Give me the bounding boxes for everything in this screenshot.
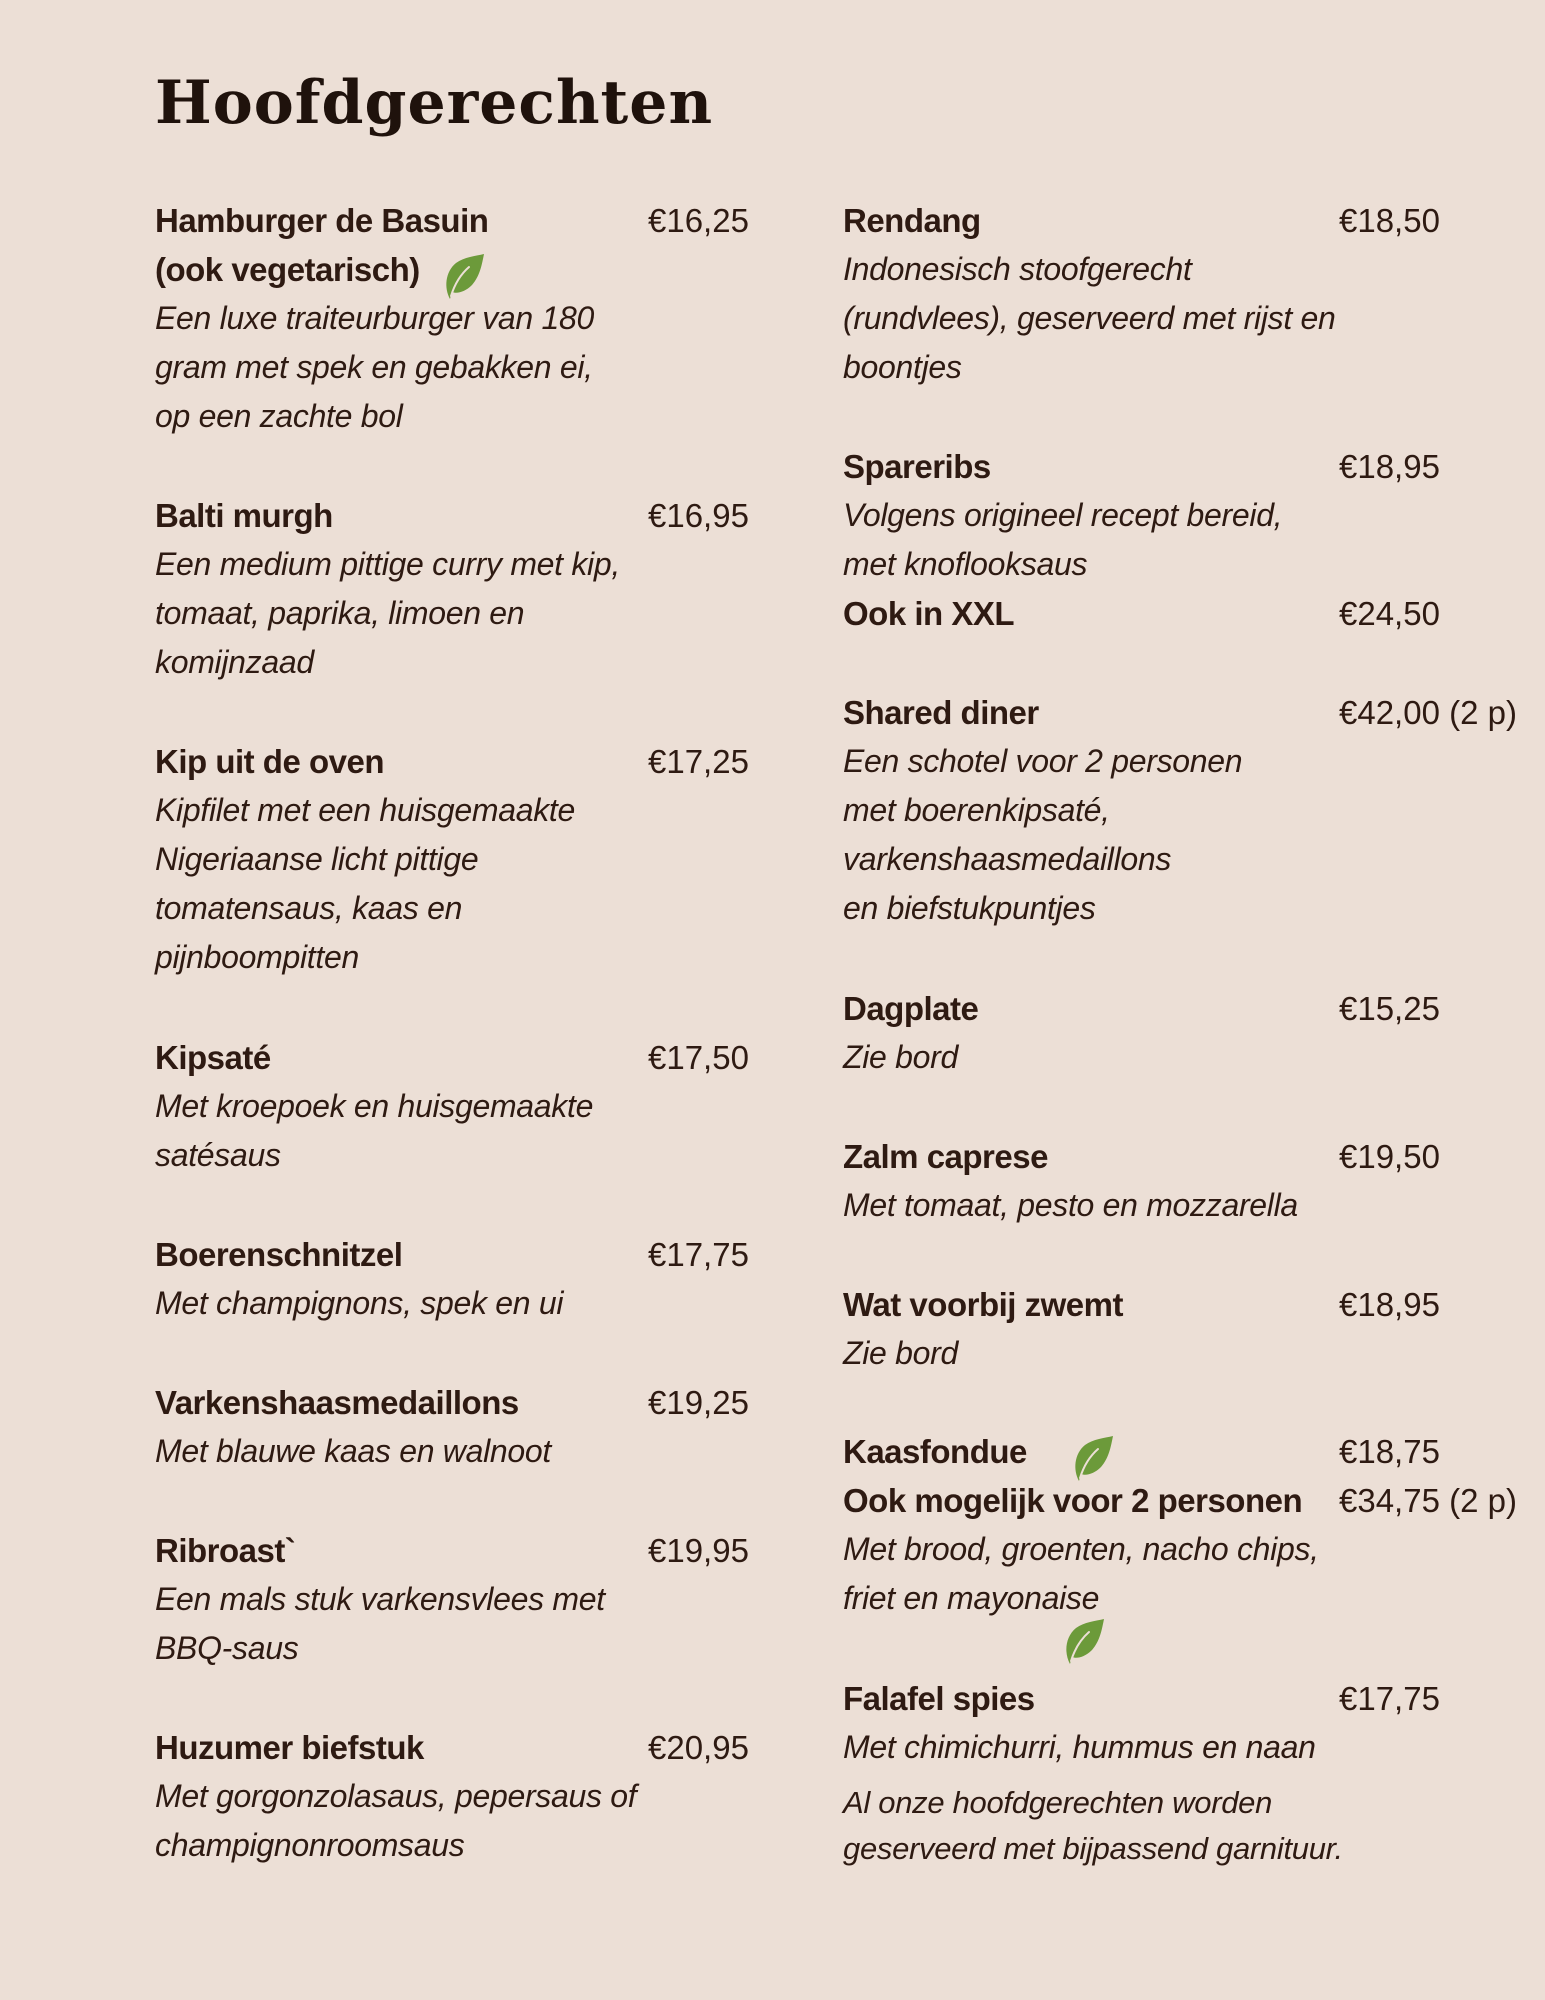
- item-price: €18,50: [1339, 202, 1440, 239]
- item-desc-line: Een medium pittige curry met kip,: [155, 546, 620, 582]
- menu-item: [155, 1723, 749, 1870]
- item-name: Balti murgh: [155, 497, 333, 534]
- item-name: Hamburger de Basuin: [155, 202, 489, 239]
- item-price: €20,95: [648, 1729, 749, 1766]
- item-name: Falafel spies: [843, 1680, 1035, 1717]
- menu-item: [843, 1427, 1517, 1623]
- menu-item: [843, 688, 1517, 933]
- leaf-icon: [1058, 1617, 1108, 1667]
- item-price: €42,00 (2 p): [1339, 694, 1517, 731]
- item-name: Ribroast`: [155, 1532, 296, 1569]
- item-desc-line: Met gorgonzolasaus, pepersaus of: [155, 1778, 637, 1814]
- item-name: Boerenschnitzel: [155, 1236, 403, 1273]
- item-price: €15,25: [1339, 990, 1440, 1027]
- item-desc-line: Een luxe traiteurburger van 180: [155, 300, 594, 336]
- item-name: Shared diner: [843, 694, 1039, 731]
- footnote-line: geserveerd met bijpassend garnituur.: [843, 1831, 1343, 1866]
- menu-item: [155, 737, 749, 982]
- leaf-icon: [438, 252, 488, 302]
- item-desc-line: Met brood, groenten, nacho chips,: [843, 1531, 1319, 1567]
- footnote: [843, 1780, 1343, 1872]
- item-name-extra: Ook in XXL: [843, 595, 1015, 632]
- item-desc-line: BBQ-saus: [155, 1630, 299, 1666]
- item-name: Kipsaté: [155, 1039, 271, 1076]
- item-desc-line: boontjes: [843, 349, 962, 385]
- item-desc-line: Nigeriaanse licht pittige: [155, 841, 479, 877]
- item-price: €18,95: [1339, 448, 1440, 485]
- item-price-extra: €24,50: [1339, 595, 1440, 632]
- item-desc-line: pijnboompitten: [155, 939, 359, 975]
- item-desc-line: Kipfilet met een huisgemaakte: [155, 792, 575, 828]
- item-desc-line: satésaus: [155, 1137, 281, 1173]
- item-price: €18,95: [1339, 1286, 1440, 1323]
- item-name: Kip uit de oven: [155, 743, 385, 780]
- item-desc-line: varkenshaasmedaillons: [843, 841, 1172, 877]
- menu-item: [843, 984, 1440, 1082]
- item-price: €17,75: [648, 1236, 749, 1273]
- item-price: €17,25: [648, 743, 749, 780]
- footnote-line: Al onze hoofdgerechten worden: [843, 1785, 1273, 1820]
- item-desc-line: Een schotel voor 2 personen: [843, 743, 1243, 779]
- item-desc-line: friet en mayonaise: [843, 1580, 1100, 1616]
- item-desc-line: Met tomaat, pesto en mozzarella: [843, 1187, 1298, 1223]
- page-title: Hoofdgerechten: [155, 68, 714, 138]
- menu-item: [155, 1033, 749, 1180]
- item-name: Wat voorbij zwemt: [843, 1286, 1123, 1323]
- item-price: €17,75: [1339, 1680, 1440, 1717]
- menu-item: [155, 1230, 749, 1328]
- item-desc-line: Zie bord: [843, 1335, 958, 1371]
- item-desc-line: gram met spek en gebakken ei,: [155, 349, 593, 385]
- item-desc-line: met boerenkipsaté,: [843, 792, 1110, 828]
- menu-item: [843, 1132, 1440, 1230]
- item-price: €19,50: [1339, 1138, 1440, 1175]
- item-price: €16,25: [648, 202, 749, 239]
- menu-item: [843, 1280, 1440, 1378]
- menu-item: [155, 1378, 749, 1476]
- item-price-extra: €34,75 (2 p): [1339, 1482, 1517, 1519]
- item-desc-line: (rundvlees), geserveerd met rijst en: [843, 300, 1336, 336]
- item-desc-line: tomaat, paprika, limoen en: [155, 595, 525, 631]
- item-name: Rendang: [843, 202, 981, 239]
- item-price: €18,75: [1339, 1433, 1440, 1470]
- menu-item: [155, 491, 749, 687]
- menu-item: [843, 196, 1440, 392]
- item-desc-line: komijnzaad: [155, 644, 314, 680]
- item-desc-line: met knoflooksaus: [843, 546, 1088, 582]
- menu-item: [155, 196, 749, 441]
- menu-item: [843, 1674, 1440, 1772]
- menu-item: [155, 1526, 749, 1673]
- item-name-extra: Ook mogelijk voor 2 personen: [843, 1482, 1303, 1519]
- item-name: Spareribs: [843, 448, 991, 485]
- item-desc-line: Met champignons, spek en ui: [155, 1285, 564, 1321]
- item-desc-line: champignonroomsaus: [155, 1827, 465, 1863]
- menu-item: [843, 442, 1440, 638]
- item-desc-line: Zie bord: [843, 1039, 958, 1075]
- item-name: Varkenshaasmedaillons: [155, 1384, 519, 1421]
- item-desc-line: Met chimichurri, hummus en naan: [843, 1729, 1316, 1765]
- item-price: €19,25: [648, 1384, 749, 1421]
- item-desc-line: Met blauwe kaas en walnoot: [155, 1433, 551, 1469]
- item-desc-line: Volgens origineel recept bereid,: [843, 497, 1283, 533]
- item-desc-line: tomatensaus, kaas en: [155, 890, 463, 926]
- item-desc-line: en biefstukpuntjes: [843, 890, 1096, 926]
- item-desc-line: op een zachte bol: [155, 398, 403, 434]
- item-price: €19,95: [648, 1532, 749, 1569]
- item-desc-line: Indonesisch stoofgerecht: [843, 251, 1192, 287]
- item-name: Huzumer biefstuk: [155, 1729, 424, 1766]
- item-name: Kaasfondue: [843, 1433, 1027, 1470]
- item-name-extra: (ook vegetarisch): [155, 251, 420, 288]
- item-price: €17,50: [648, 1039, 749, 1076]
- item-price: €16,95: [648, 497, 749, 534]
- item-name: Dagplate: [843, 990, 979, 1027]
- item-desc-line: Een mals stuk varkensvlees met: [155, 1581, 605, 1617]
- item-desc-line: Met kroepoek en huisgemaakte: [155, 1088, 594, 1124]
- item-name: Zalm caprese: [843, 1138, 1048, 1175]
